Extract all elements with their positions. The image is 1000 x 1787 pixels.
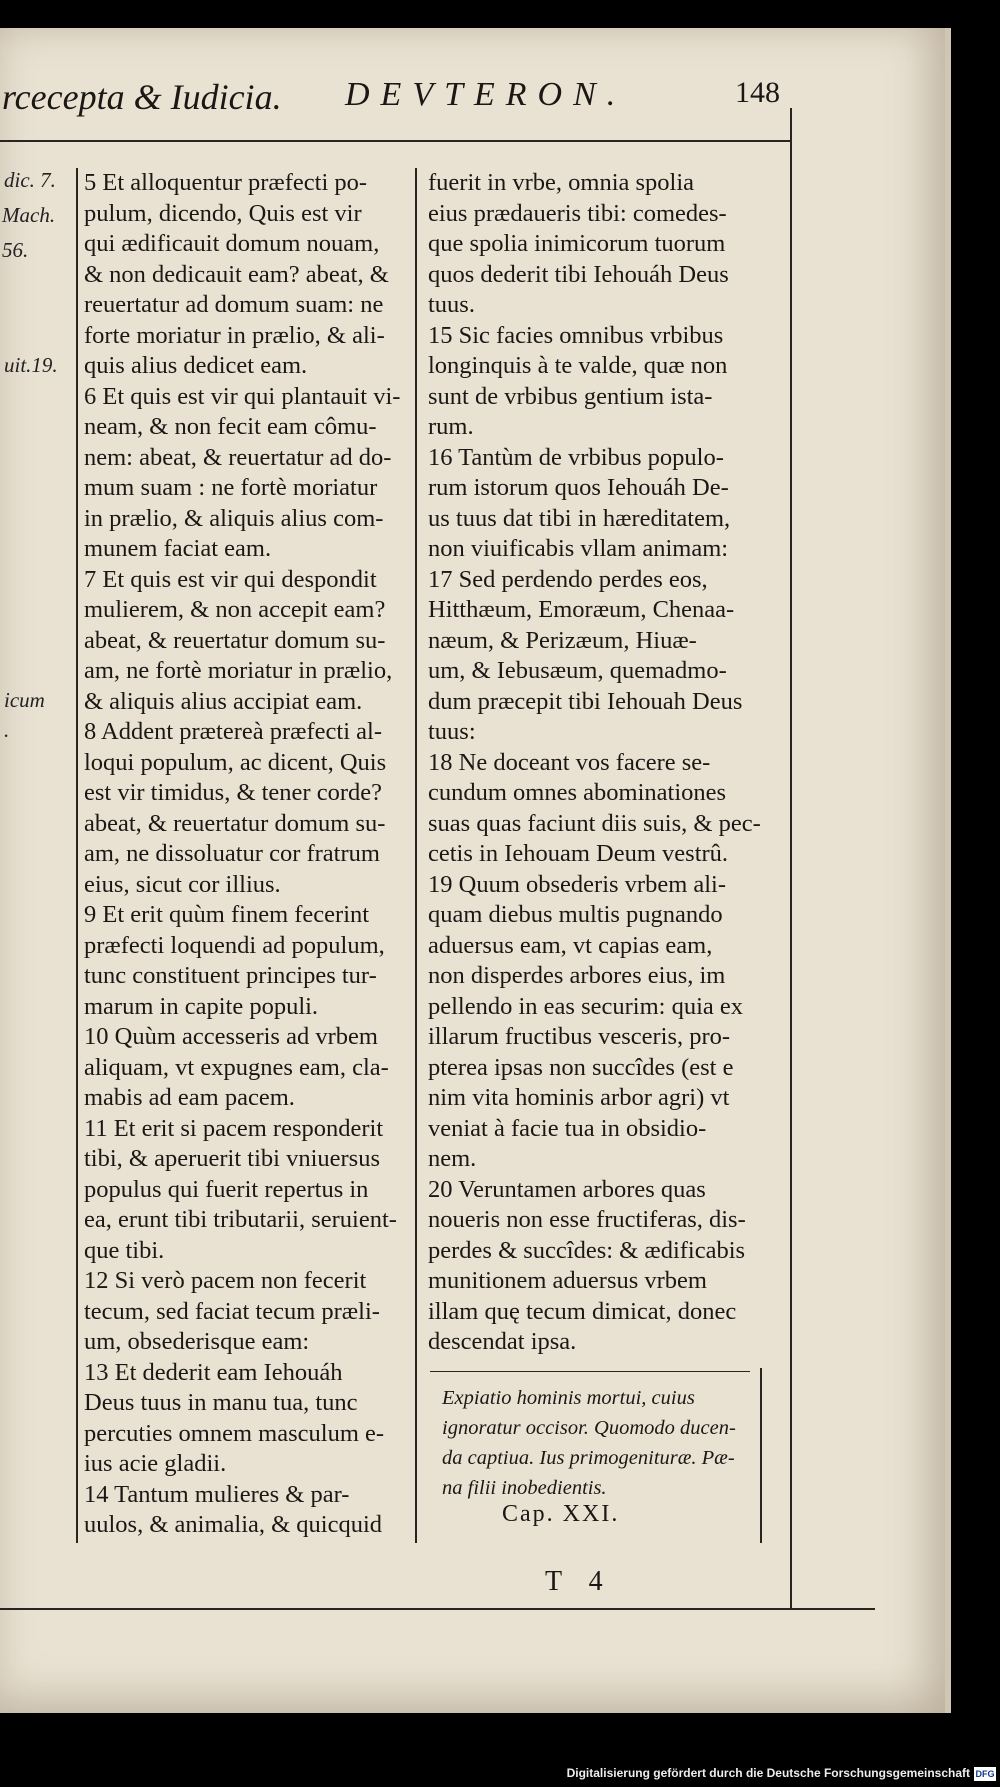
- right-column-line: 16 Tantùm de vrbibus populo-: [428, 443, 724, 471]
- margin-note: 56.: [2, 238, 29, 262]
- right-column-line: tuus.: [428, 291, 475, 318]
- right-border-rule: [790, 108, 792, 1608]
- footer-credit: Digitalisierung gefördert durch die Deutsche Forschungsgemeinschaft: [566, 1766, 970, 1780]
- right-column-line: veniat à facie tua in obsidio-: [428, 1114, 707, 1142]
- left-column-line: 13 Et dederit eam Iehouáh: [84, 1358, 343, 1386]
- left-column-line: pulum, dicendo, Quis est vir: [84, 199, 362, 227]
- left-text-column: [84, 168, 404, 1541]
- running-head-title: DEVTERON.: [345, 76, 627, 113]
- left-column-line: uulos, & animalia, & quicquid: [84, 1511, 383, 1538]
- left-column-line: Deus tuus in manu tua, tunc: [84, 1389, 358, 1416]
- left-column-line: præfecti loquendi ad populum,: [84, 931, 385, 959]
- left-column-line: loqui populum, ac dicent, Quis: [84, 748, 387, 776]
- footer-rule: [0, 1608, 875, 1610]
- left-column-line: & aliquis alius accipiat eam.: [84, 687, 363, 715]
- left-column-line: marum in capite populi.: [84, 992, 319, 1020]
- right-column-line: pellendo in eas securim: quia ex: [428, 992, 743, 1020]
- left-column-line: populus qui fuerit repertus in: [84, 1175, 369, 1203]
- margin-note: icum: [4, 688, 45, 712]
- left-column-line: mum suam : ne fortè moriatur: [84, 474, 378, 501]
- left-column-line: percuties omnem masculum e-: [84, 1419, 385, 1447]
- left-column-line: abeat, & reuertatur domum su-: [84, 626, 386, 654]
- left-column-line: 7 Et quis est vir qui despondit: [84, 565, 377, 593]
- signature-mark: T 4: [545, 1566, 613, 1597]
- left-column-line: tibi, & aperuerit tibi vniuersus: [84, 1145, 380, 1172]
- right-column-line: longinquis à te valde, quæ non: [428, 352, 728, 379]
- right-column-line: eius prædaueris tibi: comedes-: [428, 199, 727, 227]
- margin-note: Mach.: [2, 203, 56, 227]
- left-column-line: forte moriatur in prælio, & ali-: [84, 321, 385, 349]
- left-column-rule: [76, 168, 78, 1543]
- right-column-line: um, & Iebusæum, quemadmo-: [428, 657, 727, 684]
- margin-note: dic. 7.: [4, 168, 56, 192]
- left-column-line: tecum, sed faciat tecum præli-: [84, 1297, 380, 1325]
- margin-note: .: [4, 718, 10, 742]
- left-column-line: que tibi.: [84, 1236, 165, 1264]
- right-column-line: nim vita hominis arbor agri) vt: [428, 1084, 730, 1111]
- left-column-line: nem: abeat, & reuertatur ad do-: [84, 443, 392, 471]
- right-column-line: perdes & succîdes: & ædificabis: [428, 1236, 746, 1264]
- left-column-line: 11 Et erit si pacem responderit: [84, 1114, 384, 1142]
- left-column-line: mulierem, & non accepit eam?: [84, 596, 386, 623]
- left-column-line: quis alius dedicet eam.: [84, 352, 308, 379]
- margin-note: uit.19.: [4, 353, 58, 377]
- right-column-line: illam quę tecum dimicat, donec: [428, 1297, 737, 1325]
- left-column-line: ea, erunt tibi tributarii, seruient-: [84, 1206, 397, 1233]
- left-column-line: am, ne dissoluatur cor fratrum: [84, 840, 380, 867]
- digitization-footer: [0, 1763, 1000, 1787]
- running-head-left: rcecepta & Iudicia.: [2, 77, 282, 117]
- left-column-line: aliquam, vt expugnes eam, cla-: [84, 1053, 389, 1081]
- right-column-line: non viuificabis vllam animam:: [428, 535, 729, 562]
- right-column-line: quos dederit tibi Iehouáh Deus: [428, 260, 729, 288]
- left-column-line: 9 Et erit quùm finem fecerint: [84, 901, 370, 928]
- right-column-line: sunt de vrbibus gentium ista-: [428, 382, 713, 410]
- summary-top-rule: [430, 1371, 750, 1372]
- right-column-line: næum, & Perizæum, Hiuæ-: [428, 626, 697, 654]
- right-column-line: tuus:: [428, 718, 476, 745]
- summary-line: ignoratur occisor. Quomodo ducen-: [442, 1417, 736, 1439]
- page-number: 148: [735, 76, 780, 109]
- left-column-line: est vir timidus, & tener corde?: [84, 779, 382, 806]
- left-column-line: 8 Addent prætereà præfecti al-: [84, 718, 382, 745]
- header-rule: [0, 140, 792, 142]
- left-column-line: tunc constituent principes tur-: [84, 962, 377, 989]
- right-column-line: rum.: [428, 413, 474, 440]
- left-column-line: reuertatur ad domum suam: ne: [84, 291, 384, 318]
- right-text-column: [428, 168, 783, 1358]
- right-column-line: noueris non esse fructiferas, dis-: [428, 1206, 746, 1233]
- right-column-line: dum præcepit tibi Iehouah Deus: [428, 687, 743, 715]
- left-column-line: mabis ad eam pacem.: [84, 1084, 295, 1111]
- dfg-logo: DFG: [975, 1769, 995, 1779]
- summary-line: na filii inobedientis.: [442, 1477, 607, 1499]
- left-column-line: & non dedicauit eam? abeat, &: [84, 260, 389, 288]
- left-column-line: 6 Et quis est vir qui plantauit vi-: [84, 382, 401, 410]
- summary-line: Expiatio hominis mortui, cuius: [442, 1387, 695, 1409]
- left-column-line: 5 Et alloquentur præfecti po-: [84, 169, 368, 196]
- left-column-line: ius acie gladii.: [84, 1450, 227, 1477]
- right-column-line: Hitthæum, Emoræum, Chenaa-: [428, 596, 735, 623]
- book-page: [0, 28, 951, 1713]
- right-column-line: descendat ipsa.: [428, 1328, 577, 1355]
- chapter-heading: Cap. XXI.: [502, 1501, 620, 1527]
- right-column-line: 19 Quum obsederis vrbem ali-: [428, 870, 727, 898]
- right-column-line: fuerit in vrbe, omnia spolia: [428, 169, 695, 196]
- left-column-line: neam, & non fecit eam cômu-: [84, 413, 377, 440]
- right-column-line: aduersus eam, vt capias eam,: [428, 931, 713, 959]
- right-column-line: 17 Sed perdendo perdes eos,: [428, 565, 708, 593]
- left-column-line: 10 Quùm accesseris ad vrbem: [84, 1023, 378, 1050]
- left-column-line: abeat, & reuertatur domum su-: [84, 809, 386, 837]
- center-column-rule: [415, 168, 417, 1543]
- left-column-line: 12 Si verò pacem non fecerit: [84, 1267, 367, 1294]
- right-column-line: quam diebus multis pugnando: [428, 901, 723, 928]
- chapter-summary: [442, 1383, 772, 1503]
- left-column-line: eius, sicut cor illius.: [84, 870, 281, 898]
- right-column-line: 15 Sic facies omnibus vrbibus: [428, 321, 724, 349]
- left-column-line: qui ædificauit domum nouam,: [84, 230, 380, 257]
- left-column-line: 14 Tantum mulieres & par-: [84, 1480, 350, 1508]
- right-column-line: munitionem aduersus vrbem: [428, 1267, 707, 1294]
- right-column-line: pterea ipsas non succîdes (est e: [428, 1053, 734, 1081]
- left-column-line: munem faciat eam.: [84, 535, 272, 562]
- right-column-line: cundum omnes abominationes: [428, 779, 727, 806]
- right-column-line: 20 Veruntamen arbores quas: [428, 1175, 706, 1203]
- right-column-line: us tuus dat tibi in hæreditatem,: [428, 504, 731, 532]
- right-column-line: non disperdes arbores eius, im: [428, 962, 726, 989]
- right-column-line: que spolia inimicorum tuorum: [428, 230, 726, 257]
- right-column-line: nem.: [428, 1145, 477, 1172]
- right-column-line: suas quas faciunt diis suis, & pec-: [428, 809, 761, 837]
- summary-line: da captiua. Ius primogenituræ. Pæ-: [442, 1447, 735, 1469]
- left-column-line: in prælio, & aliquis alius com-: [84, 504, 384, 532]
- right-column-line: rum istorum quos Iehouáh De-: [428, 474, 729, 501]
- left-column-line: um, obsederisque eam:: [84, 1328, 310, 1355]
- right-column-line: 18 Ne doceant vos facere se-: [428, 748, 711, 776]
- right-column-line: cetis in Iehouam Deum vestrû.: [428, 840, 729, 867]
- right-column-line: illarum fructibus vesceris, pro-: [428, 1023, 731, 1050]
- left-column-line: am, ne fortè moriatur in prælio,: [84, 657, 393, 684]
